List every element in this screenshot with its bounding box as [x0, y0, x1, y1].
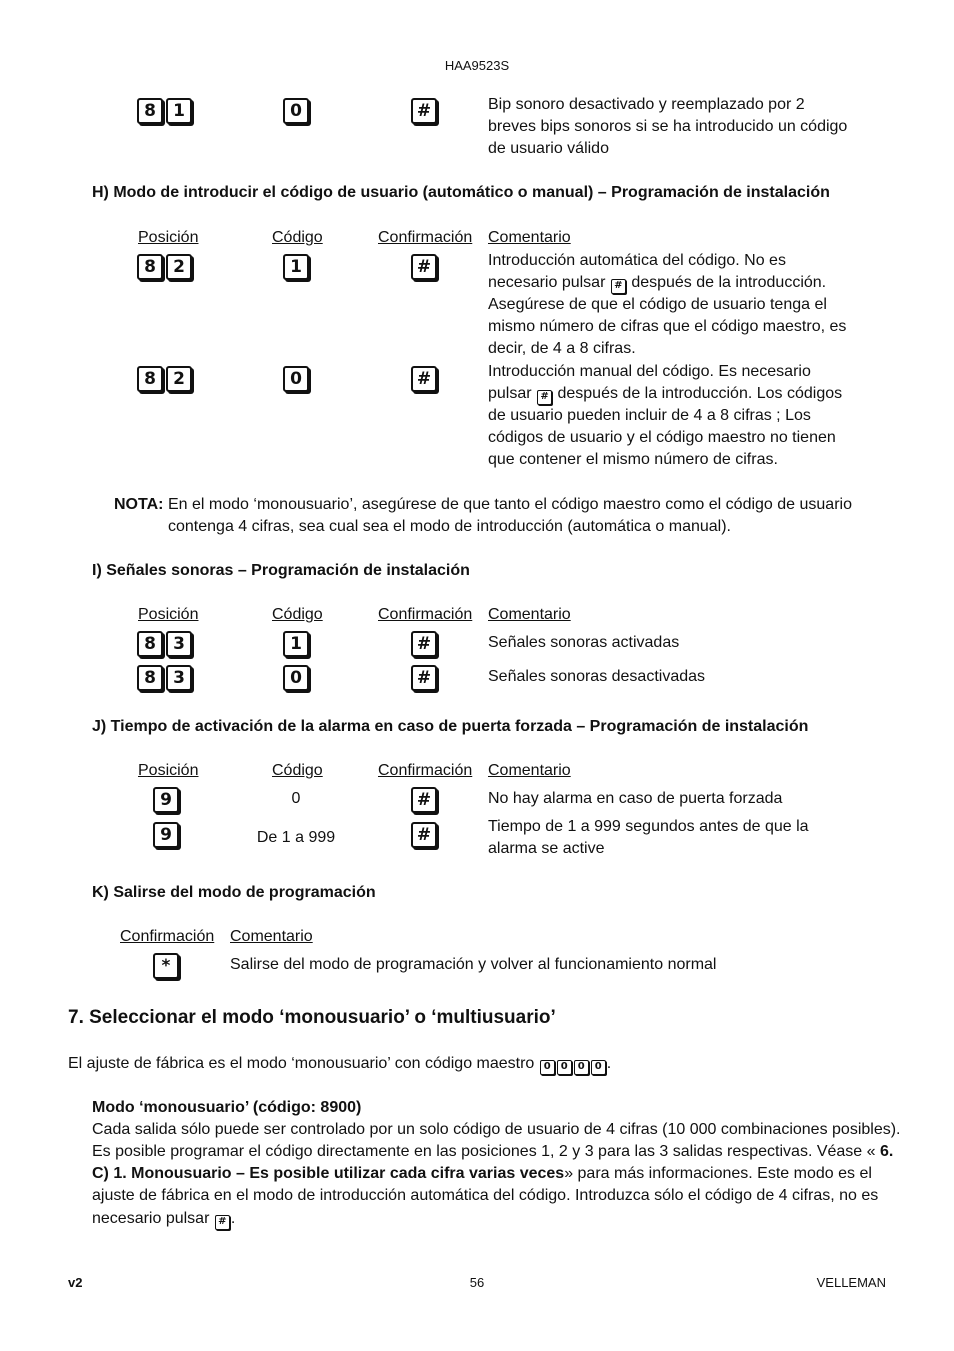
comment-line: Introducción manual del código. Es necesario [488, 363, 811, 380]
column-header-comment: Comentario [488, 762, 571, 779]
paragraph-text: » para más informaciones. Este modo es el [564, 1165, 872, 1182]
key: # [411, 665, 437, 691]
key: 8 [137, 366, 163, 392]
code-keys [283, 254, 309, 280]
key: 0 [283, 366, 309, 392]
section-k-title: K) Salirse del modo de programación [92, 884, 376, 901]
confirmation-keys [411, 631, 437, 657]
position-keys [137, 254, 192, 280]
column-header-position: Posición [138, 762, 199, 779]
mono-mode-title: Modo ‘monousuario’ (código: 8900) [92, 1099, 362, 1116]
comment-text: después de la introducción. Los códigos [557, 385, 843, 402]
code-value: 0 [291, 790, 301, 807]
factory-setting-line [68, 1053, 611, 1075]
key: 2 [166, 254, 192, 280]
position-keys [153, 822, 179, 848]
factory-end: . [606, 1055, 612, 1072]
position-keys [137, 98, 192, 124]
code-keys [283, 665, 309, 691]
confirmation-keys [411, 254, 437, 280]
factory-text: El ajuste de fábrica es el modo ‘monousuario’ con código maestro [68, 1055, 535, 1072]
comment-line: Introducción automática del código. No es [488, 252, 786, 269]
column-header-comment: Comentario [488, 229, 571, 246]
key: 0 [283, 665, 309, 691]
confirmation-keys [153, 953, 179, 979]
column-header-confirmation: Confirmación [378, 762, 473, 779]
paragraph-line: Cada salida sólo puede ser controlado por un solo código de usuario de 4 cifras (10 000 combinaciones posibles). [92, 1121, 901, 1138]
comment-line: Salirse del modo de programación y volver al funcionamiento normal [230, 956, 717, 973]
note-label: NOTA: [114, 496, 164, 513]
column-header-code: Código [272, 229, 323, 246]
column-header-confirmation: Confirmación [120, 928, 215, 945]
zero-key-icon: 0 [540, 1060, 555, 1075]
code-value: De 1 a 999 [256, 829, 336, 846]
comment-line: Señales sonoras desactivadas [488, 668, 706, 685]
key: # [411, 366, 437, 392]
confirmation-keys [411, 98, 437, 124]
paragraph-text: Es posible programar el código directamente en las posiciones 1, 2 y 3 para las 3 salidas respectivas. Véase « [92, 1143, 876, 1160]
comment-line: Señales sonoras activadas [488, 634, 680, 651]
key: # [411, 822, 437, 848]
hash-key-icon: # [215, 1215, 230, 1230]
zero-key-icon: 0 [591, 1060, 606, 1075]
code-keys [283, 98, 309, 124]
comment-line: Tiempo de 1 a 999 segundos antes de que la [488, 818, 809, 835]
confirmation-keys [411, 665, 437, 691]
key: 0 [283, 98, 309, 124]
paragraph-text: necesario pulsar [92, 1210, 210, 1227]
comment-line: alarma se active [488, 840, 605, 857]
section-i-title: I) Señales sonoras – Programación de instalación [92, 562, 470, 579]
footer-brand: VELLEMAN [816, 1275, 886, 1290]
column-header-confirmation: Confirmación [378, 606, 473, 623]
confirmation-keys [411, 822, 437, 848]
comment-text: después de la introducción. [631, 274, 827, 291]
comment-text: necesario pulsar [488, 274, 606, 291]
comment-line: de usuario válido [488, 140, 609, 157]
zero-key-icon: 0 [574, 1060, 589, 1075]
comment-line [488, 272, 826, 294]
column-header-position: Posición [138, 606, 199, 623]
note-text: contenga 4 cifras, sea cual sea el modo de introducción (automática o manual). [168, 518, 731, 535]
key: 1 [166, 98, 192, 124]
section-j-title: J) Tiempo de activación de la alarma en caso de puerta forzada – Programación de instalación [92, 718, 809, 735]
comment-line: breves bips sonoros si se ha introducido un código [488, 118, 848, 135]
column-header-code: Código [272, 606, 323, 623]
key: # [411, 631, 437, 657]
confirmation-keys [411, 787, 437, 813]
document-model-header: HAA9523S [444, 58, 510, 73]
paragraph-line [92, 1163, 872, 1185]
comment-line: que contener el mismo número de cifras. [488, 451, 778, 468]
key: 2 [166, 366, 192, 392]
comment-line: de usuario pueden incluir de 4 a 8 cifras ; Los [488, 407, 811, 424]
key: 1 [283, 631, 309, 657]
column-header-comment: Comentario [488, 606, 571, 623]
position-keys [137, 631, 192, 657]
paragraph-line [92, 1208, 235, 1230]
comment-line: decir, de 4 a 8 cifras. [488, 340, 636, 357]
key: 8 [137, 98, 163, 124]
comment-line: mismo número de cifras que el código maestro, es [488, 318, 847, 335]
section-h-title: H) Modo de introducir el código de usuario (automático o manual) – Programación de instalación [92, 184, 830, 201]
confirmation-keys [411, 366, 437, 392]
code-keys [283, 366, 309, 392]
comment-line: Asegúrese de que el código de usuario tenga el [488, 296, 827, 313]
paragraph-line [92, 1141, 893, 1163]
key: 1 [283, 254, 309, 280]
key: 8 [137, 631, 163, 657]
comment-line: No hay alarma en caso de puerta forzada [488, 790, 783, 807]
column-header-code: Código [272, 762, 323, 779]
footer-page-number: 56 [469, 1275, 485, 1290]
zero-key-icon: 0 [557, 1060, 572, 1075]
position-keys [137, 366, 192, 392]
reference-text: C) 1. Monousuario – Es posible utilizar cada cifra varias veces [92, 1165, 565, 1182]
comment-text: pulsar [488, 385, 532, 402]
footer-version: v2 [68, 1275, 83, 1290]
key: 9 [153, 787, 179, 813]
key: * [153, 953, 179, 979]
comment-line: códigos de usuario y el código maestro no tienen [488, 429, 836, 446]
note-text: En el modo ‘monousuario’, asegúrese de que tanto el código maestro como el código de usuario [168, 496, 852, 513]
comment-line: Bip sonoro desactivado y reemplazado por 2 [488, 96, 805, 113]
key: 3 [166, 665, 192, 691]
section-7-title: 7. Seleccionar el modo ‘monousuario’ o ‘multiusuario’ [68, 1007, 556, 1028]
column-header-position: Posición [138, 229, 199, 246]
key: # [411, 787, 437, 813]
paragraph-line: ajuste de fábrica en el modo de introducción automática del código. Introduzca sólo el código de 4 cifras, no es [92, 1187, 879, 1204]
column-header-confirmation: Confirmación [378, 229, 473, 246]
comment-line [488, 383, 842, 405]
key: 8 [137, 254, 163, 280]
key: 8 [137, 665, 163, 691]
hash-key-icon: # [537, 390, 552, 405]
paragraph-text: . [230, 1210, 236, 1227]
reference-text: 6. [880, 1143, 894, 1160]
key: 3 [166, 631, 192, 657]
column-header-comment: Comentario [230, 928, 313, 945]
position-keys [137, 665, 192, 691]
hash-key-icon: # [611, 279, 626, 294]
key: # [411, 98, 437, 124]
key: # [411, 254, 437, 280]
position-keys [153, 787, 179, 813]
code-keys [283, 631, 309, 657]
key: 9 [153, 822, 179, 848]
